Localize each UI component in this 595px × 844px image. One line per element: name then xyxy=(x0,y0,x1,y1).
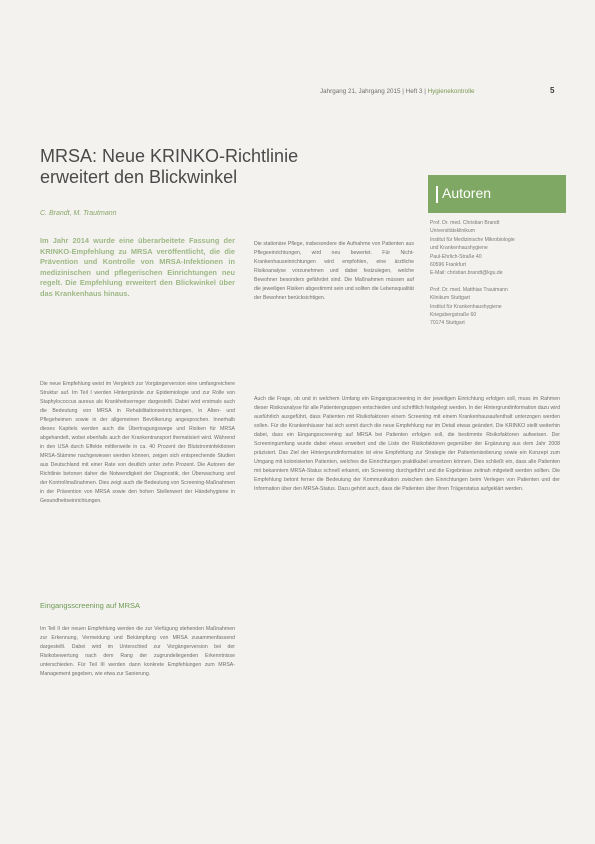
article-byline: C. Brandt, M. Trautmann xyxy=(40,210,117,217)
page-number: 5 xyxy=(550,86,555,95)
author-line: Universitätsklinikum xyxy=(430,228,476,235)
author-line: Prof. Dr. med. Christian Brandt xyxy=(430,220,500,226)
author-line: Paul-Ehrlich-Straße 40 xyxy=(430,253,482,260)
running-header xyxy=(320,88,560,102)
article-abstract: Im Jahr 2014 wurde eine überarbeitete Fassung der KRINKO-Empfehlung zu MRSA veröffentlicht, die die Prävention und Kontrolle von MRSA-Infektionen in medizinischen und pflegerischen Einrichtungen neu regelt. Die Empfehlung erweitert den Blickwinkel über das Krankenhaus hinaus. xyxy=(40,236,235,298)
author-line: Klinikum Stuttgart xyxy=(430,295,470,302)
author-line: Kriegsbergstraße 60 xyxy=(430,312,477,319)
author-line: Prof. Dr. med. Matthias Trautmann xyxy=(430,286,508,293)
authors-accent-bar xyxy=(436,186,438,203)
author-line: Institut für Medizinische Mikrobiologie xyxy=(430,236,515,243)
authors-heading: Autoren xyxy=(442,185,492,201)
authors-info xyxy=(430,219,566,328)
section-name: Hygienekontrolle xyxy=(427,88,475,95)
body-text-column-2-bottom: Auch die Frage, ob und in welchem Umfang ein Eingangsscreening in der jeweiligen Einrichtung erfolgen soll, muss im Rahmen dieser Risikoanalyse für alle Patientengruppen entschieden und schriftlich festgelegt werden. In der Hintergrundinformation dazu wird ausführlich ausgeführt, dass Patienten mit Risikofaktoren einem Screening mit einem Krankenhausaufenthalt unterzogen werden sollen. Für die Krankenhäuser hat sich somit durch die neue Empfehlung nur im Detail etwas geändert. Die KRINKO stellt weiterhin dabei, dass ein Eingangsscreening auf MRSA bei Patienten erfolgen soll, die bestimmte Risikofaktoren aufweisen. Der Screeningumfang wurde dabei etwas erweitert und die Liste der Risikofaktoren gegenüber der Ergänzung aus dem Jahr 2008 präzisiert. Das Ziel der Hintergrundinformation ist eine Empfehlung zur Strategie der Patientenisolierung sowie ein Konzept zum Umgang mit kolonisierten Patienten, welches die Einrichtungen praktikabel umsetzen können. Dies schließt ein, dass alle Patienten mit bekanntem MRSA-Status schnell erkannt, ein Screening durchgeführt und die Ergebnisse zeitnah mitgeteilt werden sollten. Die Empfehlung betont ferner die Bedeutung der Kommunikation zwischen den Einrichtungen beim Verlegen von Patienten und der Information über den MRSA-Status. Dazu gehört auch, dass die Patienten über ihren Trägerstatus aufgeklärt werden. xyxy=(254,396,560,492)
journal-info: Jahrgang 21, Jahrgang 2015 | Heft 3 | xyxy=(320,88,426,95)
article-title: MRSA: Neue KRINKO-Richtlinie erweitert den Blickwinkel xyxy=(40,146,299,187)
author-line: 60596 Frankfurt xyxy=(430,262,466,269)
author-email[interactable]: E-Mail: christian.brandt@kgu.de xyxy=(430,270,503,277)
authors-box xyxy=(428,175,566,213)
body-text-column-1-bottom: Im Teil II der neuen Empfehlung werden die zur Verfügung stehenden Maßnahmen zur Erkennung, Vermeidung und Bekämpfung von MRSA zusammenfassend dargestellt. Dabei wird im Unterschied zur Vorgängerversion bei der Risikobewertung nach dem Rang der zugrundeliegenden Erkenntnisse unterschieden. Für Teil III werden dann konkrete Empfehlungen zum MRSA-Management gegeben, wie etwa zur Sanierung. xyxy=(40,626,235,677)
author-line: und Krankenhaushygiene xyxy=(430,245,488,252)
author-line: 70174 Stuttgart xyxy=(430,320,465,327)
body-text-column-2-top: Die stationäre Pflege, insbesondere die Aufnahme von Patienten aus Pflegeeinrichtungen, wird neu bewertet. Für Nicht-Krankenhauseinrichtungen wird empfohlen, eine ärztliche Risikoanalyse vorzunehmen und dabei festzulegen, welche Bewohner besonders gefährdet sind. Die Maßnahmen müssen auf die jeweiligen Risiken abgestimmt sein und sollten die Lebensqualität der Bewohner berücksichtigen. xyxy=(254,241,414,301)
section-heading: Eingangsscreening auf MRSA xyxy=(40,601,141,610)
body-text-column-1-top: Die neue Empfehlung weist im Vergleich zur Vorgängerversion eine umfangreichere Struktur auf. Im Teil I werden Hintergründe zur Epidemiologie und zur Rolle von Staphylococcus aureus als Krankheitserreger dargestellt. Dabei wird erstmals auch die Bedeutung von MRSA in Rehabilitationseinrichtungen, in Alten- und Pflegeheimen sowie in der allgemeinen Bevölkerung angesprochen. Innerhalb dieses Kapitels werden auch die Übertragungswege und Risiken für MRSA abgehandelt, wobei ebenfalls auch der Krankentransport thematisiert wird. Während in den USA durch Effekte mittlerweile in ca. 40 Prozent der Blutstrominfektionen MRSA-Stämme nachgewiesen werden können, zeigen sich entsprechende Studien aus Deutschland mit einer Rate von deutlich unter zehn Prozent. Die Autoren der Richtlinie betonen daher die Notwendigkeit der Diagnostik, der Überwachung und der Kontrollmaßnahmen. Dies zeigt auch die Bedeutung von Screening-Maßnahmen in der Prävention von MRSA sowie den hohen Stellenwert der Händehygiene in Gesundheitseinrichtungen. xyxy=(40,381,235,504)
author-entry-2 xyxy=(430,286,566,328)
author-line: Institut für Krankenhaushygiene xyxy=(430,303,502,310)
author-entry-1 xyxy=(430,219,566,278)
